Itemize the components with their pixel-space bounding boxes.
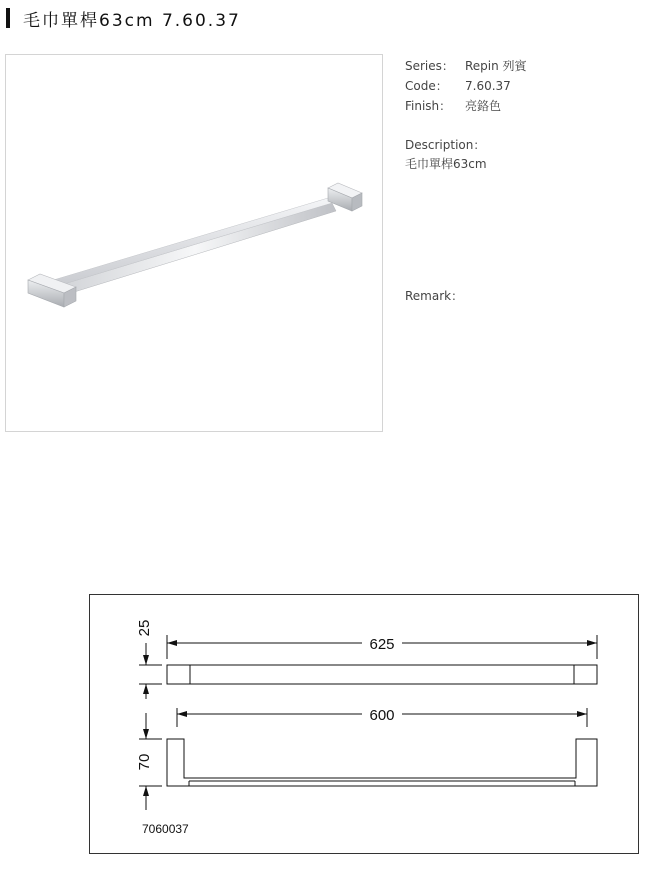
spec-list: [405, 56, 635, 116]
spec-finish-row: [405, 96, 635, 116]
remark-label: Remark：: [405, 289, 464, 303]
drawing-model-code: 7060037: [142, 822, 189, 836]
dimension-25: 25: [136, 619, 153, 637]
technical-drawing-frame: [89, 594, 639, 854]
description-text: 毛巾單桿63cm: [405, 157, 487, 171]
top-view-bar-outline: [167, 665, 597, 684]
code-value: 7.60.37: [465, 79, 511, 93]
title-accent-bar: [6, 8, 10, 28]
product-image-frame: [5, 54, 383, 432]
page-header: [6, 8, 241, 31]
code-label: Code：: [405, 79, 448, 93]
series-label: Series：: [405, 59, 454, 73]
technical-drawing: [90, 595, 638, 853]
dimension-70: 70: [136, 753, 153, 771]
towel-bar-product-image: [6, 55, 382, 431]
dimension-600: 600: [369, 707, 395, 724]
spec-series-row: [405, 56, 635, 76]
spec-code-row: [405, 76, 635, 96]
description-label: Description：: [405, 138, 486, 152]
dimension-625: 625: [369, 636, 395, 653]
finish-label: Finish：: [405, 99, 452, 113]
page-title: 毛巾單桿63cm 7.60.37: [23, 10, 241, 31]
series-value: Repin 列賓: [465, 59, 527, 73]
front-view-outline: [167, 739, 597, 786]
finish-value: 亮鉻色: [465, 99, 502, 113]
